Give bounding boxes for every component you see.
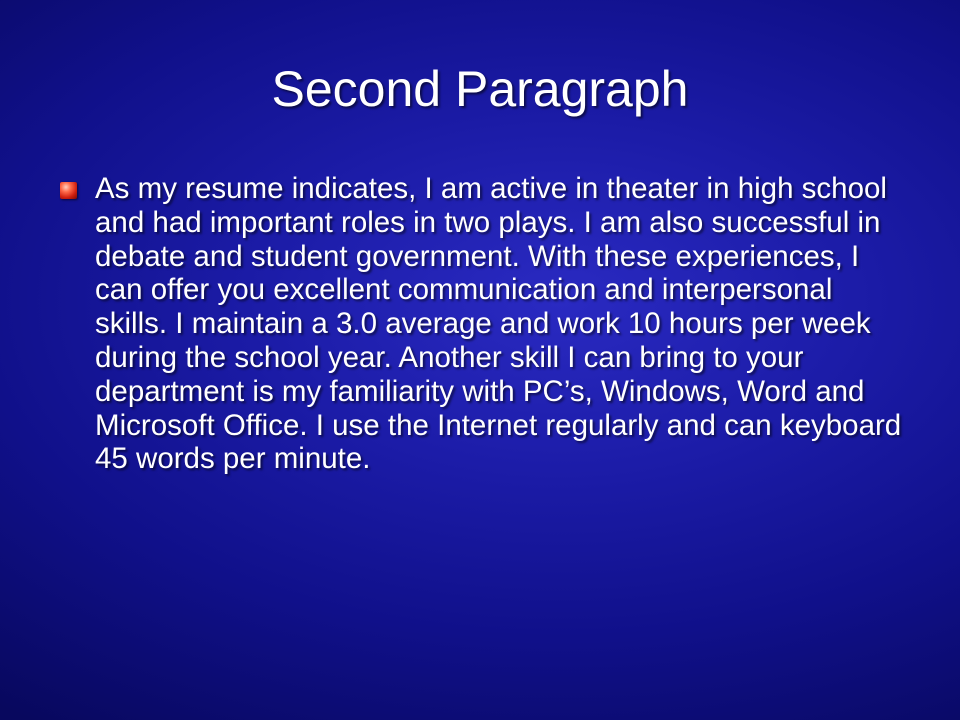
bullet-item	[60, 172, 910, 612]
slide-title: Second Paragraph	[271, 61, 689, 117]
square-bullet-icon	[60, 182, 77, 199]
bullet-text: As my resume indicates, I am active in theater in high school and had important roles in two plays. I am also successful in debate and student government. With these experiences, I can offer you excellent communication and interpersonal skills. I maintain a 3.0 average and work 10 hours per week during the school year. Another skill I can bring to your department is my familiarity with PC’s, Windows, Word and Microsoft Office. I use the Internet regularly and can keyboard 45 words per minute.	[95, 172, 902, 476]
